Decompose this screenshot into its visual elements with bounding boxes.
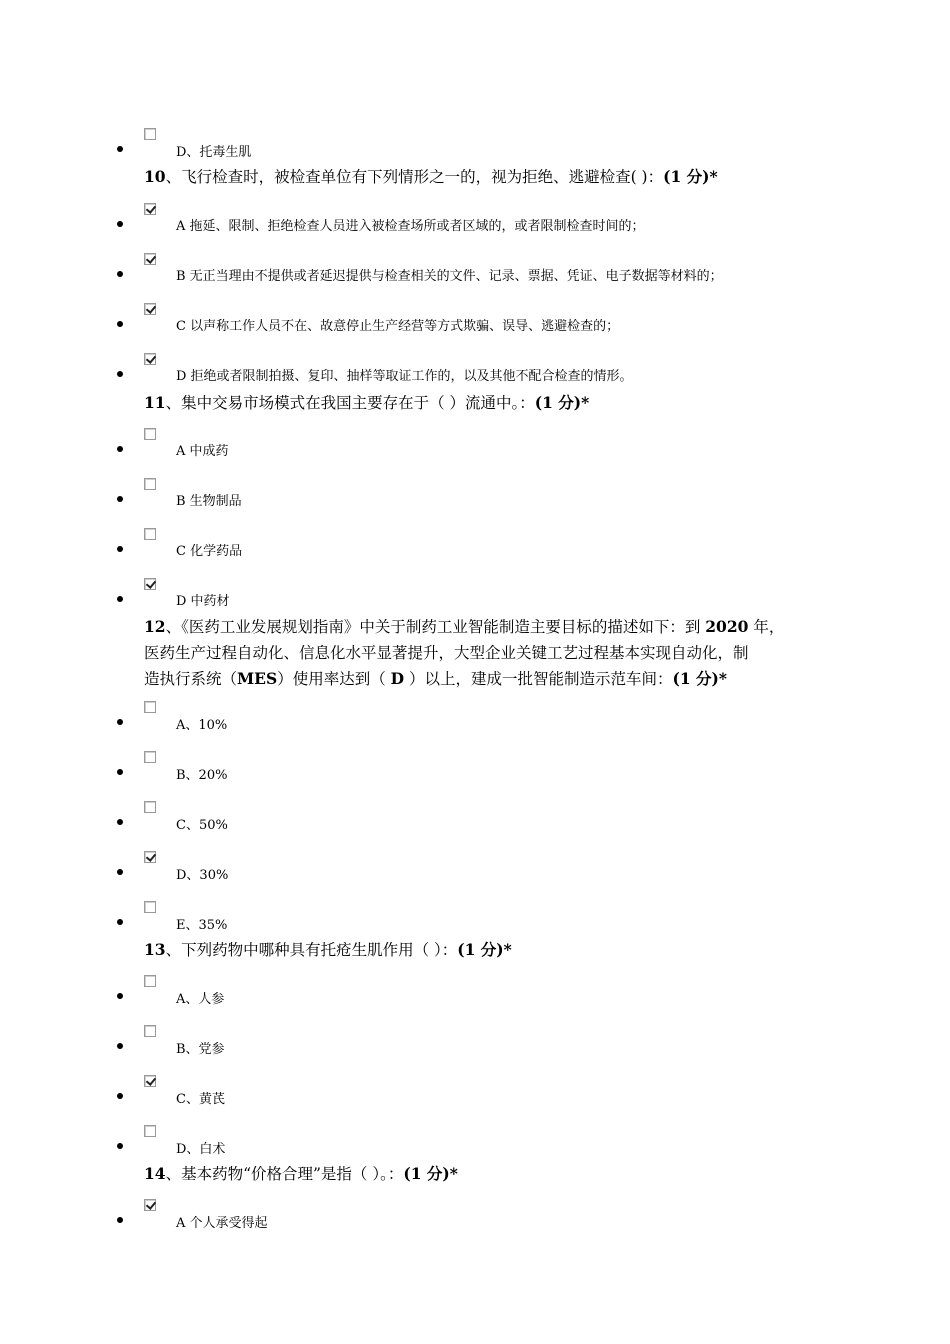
bullet: [117, 1217, 123, 1223]
option-label: D 中药材: [176, 594, 230, 609]
question-text: 、基本药物“价格合理”是指（ ）。：: [165, 1165, 404, 1183]
checkbox[interactable]: [144, 578, 156, 590]
question-number: 10: [144, 167, 166, 186]
question-score: (1 分)*: [534, 393, 590, 412]
q13-option-d[interactable]: [0, 1125, 950, 1155]
bullet: [117, 769, 123, 775]
question-text: 、下列药物中哪种具有托疮生肌作用（ ）：: [165, 941, 458, 959]
question-line-1: [144, 614, 804, 640]
checkbox[interactable]: [144, 1025, 156, 1037]
q12-option-a[interactable]: [0, 701, 950, 731]
question-number: 13: [144, 940, 166, 959]
bullet: [117, 869, 123, 875]
checkbox[interactable]: [144, 1199, 156, 1211]
q13-option-a[interactable]: [0, 975, 950, 1005]
bullet: [117, 1143, 123, 1149]
checkbox[interactable]: [144, 128, 156, 140]
bullet: [117, 546, 123, 552]
question-text: 造执行系统（: [144, 670, 238, 688]
bullet: [117, 596, 123, 602]
question-14-title: [144, 1161, 804, 1187]
q10-option-a[interactable]: [0, 203, 950, 233]
question-text: 、《医药工业发展规划指南》中关于制药工业智能制造主要目标的描述如下：到: [165, 618, 706, 636]
option-label: A 拖延、限制、拒绝检查人员进入被检查场所或者区域的，或者限制检查时间的；: [176, 219, 645, 234]
question-score: (1 分)*: [457, 940, 512, 959]
option-label: B 无正当理由不提供或者延迟提供与检查相关的文件、记录、票据、凭证、电子数据等材料的；: [176, 269, 723, 284]
bullet: [117, 496, 123, 502]
bullet: [117, 271, 123, 277]
option-label: E、35%: [176, 918, 228, 933]
q12-option-c[interactable]: [0, 801, 950, 831]
bullet: [117, 1093, 123, 1099]
q13-option-c[interactable]: [0, 1075, 950, 1105]
bullet: [117, 371, 123, 377]
checkbox[interactable]: [144, 751, 156, 763]
q11-option-d[interactable]: [0, 578, 950, 608]
checkbox[interactable]: [144, 528, 156, 540]
option-label: A、人参: [176, 992, 225, 1007]
checkbox[interactable]: [144, 1075, 156, 1087]
checkbox[interactable]: [144, 801, 156, 813]
option-label: A 中成药: [176, 444, 229, 459]
q13-option-b[interactable]: [0, 1025, 950, 1055]
question-number: 11: [144, 393, 166, 412]
option-label: B 生物制品: [176, 494, 242, 509]
checkbox[interactable]: [144, 303, 156, 315]
checkbox[interactable]: [144, 851, 156, 863]
q11-option-c[interactable]: [0, 528, 950, 558]
option-label: C 化学药品: [176, 544, 243, 559]
bullet: [117, 321, 123, 327]
mes-label: MES: [237, 669, 278, 688]
bullet: [117, 993, 123, 999]
question-number: 14: [144, 1164, 166, 1183]
q10-option-d[interactable]: [0, 353, 950, 383]
q11-option-b[interactable]: [0, 478, 950, 508]
option-label: D、30%: [176, 868, 229, 883]
option-label: D、托毒生肌: [176, 145, 252, 160]
bullet: [117, 819, 123, 825]
bullet: [117, 919, 123, 925]
bullet: [117, 146, 123, 152]
question-number: 12: [144, 617, 166, 636]
checkbox[interactable]: [144, 975, 156, 987]
checkbox[interactable]: [144, 203, 156, 215]
checkbox[interactable]: [144, 1125, 156, 1137]
question-12-title: [144, 614, 804, 692]
checkbox[interactable]: [144, 901, 156, 913]
checkbox[interactable]: [144, 253, 156, 265]
q11-option-a[interactable]: [0, 428, 950, 458]
q12-option-d[interactable]: [0, 851, 950, 881]
q14-option-a[interactable]: [0, 1199, 950, 1229]
bullet: [117, 1043, 123, 1049]
option-label: B、20%: [176, 768, 228, 783]
option-label: B、党参: [176, 1042, 225, 1057]
q12-option-e[interactable]: [0, 901, 950, 931]
question-text: 、集中交易市场模式在我国主要存在于（ ）流通中。：: [165, 394, 535, 412]
option-label: D 拒绝或者限制拍摄、复印、抽样等取证工作的，以及其他不配合检查的情形。: [176, 369, 633, 384]
option-label: A 个人承受得起: [176, 1216, 268, 1231]
q10-option-c[interactable]: [0, 303, 950, 333]
question-10-title: [144, 164, 804, 190]
question-score: (1 分)*: [663, 167, 718, 186]
question-score: (1 分)*: [403, 1164, 458, 1183]
checkbox[interactable]: [144, 478, 156, 490]
bullet: [117, 221, 123, 227]
bullet: [117, 719, 123, 725]
question-score: (1 分)*: [672, 669, 727, 688]
option-label: A、10%: [176, 718, 228, 733]
question-text: ）使用率达到（: [277, 670, 391, 688]
question-text: ）以上，建成一批智能制造示范车间：: [404, 670, 673, 688]
question-line-2: 医药生产过程自动化、信息化水平显著提升，大型企业关键工艺过程基本实现自动化，制: [144, 644, 749, 662]
year: 2020: [705, 617, 749, 636]
question-text: 年，: [748, 618, 785, 636]
question-line-3: [144, 666, 804, 692]
q9-option-d[interactable]: [0, 128, 950, 158]
question-11-title: [144, 390, 804, 416]
option-label: D、白术: [176, 1142, 226, 1157]
filled-answer: D: [390, 669, 405, 688]
option-label: C 以声称工作人员不在、故意停止生产经营等方式欺骗、误导、逃避检查的；: [176, 319, 620, 334]
checkbox[interactable]: [144, 428, 156, 440]
question-13-title: [144, 937, 804, 963]
q12-option-b[interactable]: [0, 751, 950, 781]
option-label: C、黄芪: [176, 1092, 225, 1107]
checkbox[interactable]: [144, 353, 156, 365]
checkbox[interactable]: [144, 701, 156, 713]
question-text: 、飞行检查时，被检查单位有下列情形之一的，视为拒绝、逃避检查( )：: [165, 168, 664, 186]
option-label: C、50%: [176, 818, 228, 833]
bullet: [117, 446, 123, 452]
q10-option-b[interactable]: [0, 253, 950, 283]
